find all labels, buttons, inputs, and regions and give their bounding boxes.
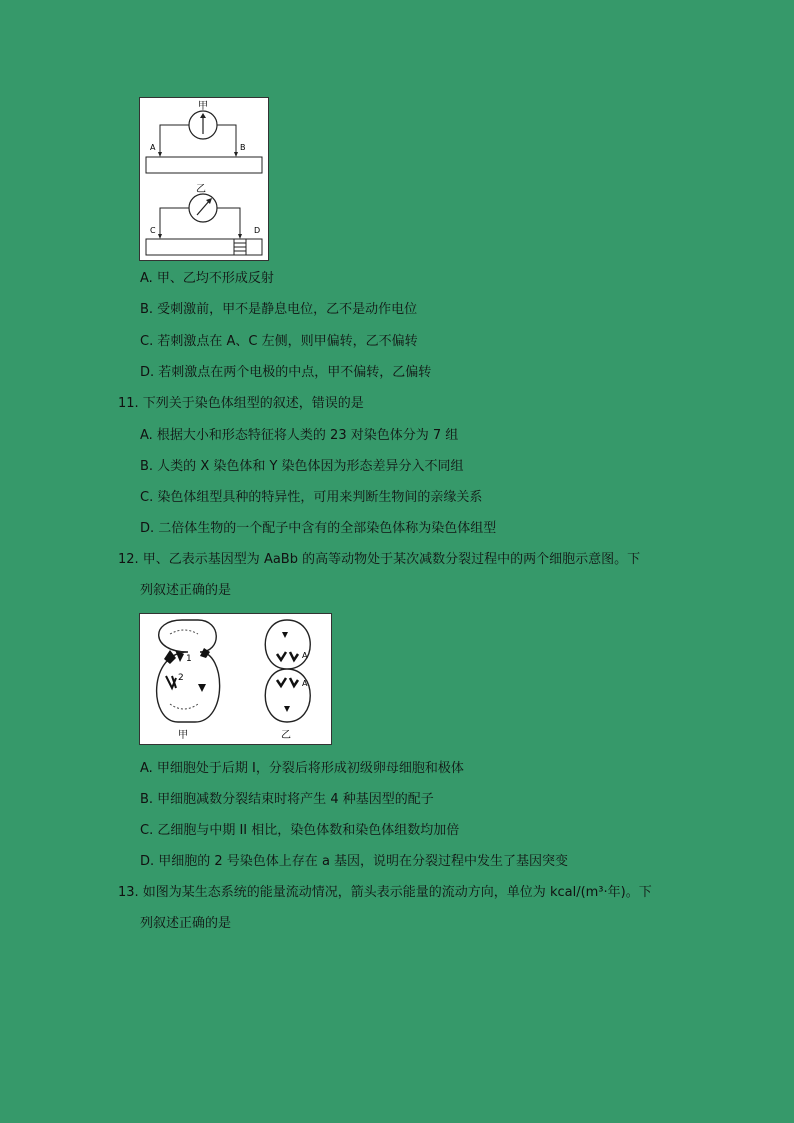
cell-division-diagram <box>140 614 331 744</box>
galvanometer-diagram <box>140 98 268 260</box>
svg-text:B: B <box>240 143 246 152</box>
q11-option-b: B. 人类的 X 染色体和 Y 染色体因为形态差异分入不同组 <box>140 459 464 474</box>
q12-option-d: D. 甲细胞的 2 号染色体上存在 a 基因，说明在分裂过程中发生了基因突变 <box>140 854 569 869</box>
q12-stem-line2: 列叙述正确的是 <box>140 583 232 598</box>
q10-option-b: B. 受刺激前，甲不是静息电位，乙不是动作电位 <box>140 302 418 317</box>
svg-text:1: 1 <box>186 654 192 664</box>
label-yi: 乙 <box>196 184 206 195</box>
label-jia: 甲 <box>198 101 208 112</box>
q13-stem-line2: 列叙述正确的是 <box>140 916 232 931</box>
q10-option-a: A. 甲、乙均不形成反射 <box>140 271 274 286</box>
q12-option-a: A. 甲细胞处于后期 I，分裂后将形成初级卵母细胞和极体 <box>140 761 464 776</box>
q12-option-b: B. 甲细胞减数分裂结束时将产生 4 种基因型的配子 <box>140 792 434 807</box>
q11-option-d: D. 二倍体生物的一个配子中含有的全部染色体称为染色体组型 <box>140 521 497 536</box>
cell-division-figure <box>139 613 332 745</box>
svg-text:A: A <box>150 143 156 152</box>
q11-option-a: A. 根据大小和形态特征将人类的 23 对染色体分为 7 组 <box>140 428 459 443</box>
q10-option-c: C. 若刺激点在 A、C 左侧，则甲偏转，乙不偏转 <box>140 334 418 349</box>
q11-stem: 11. 下列关于染色体组型的叙述，错误的是 <box>118 396 364 411</box>
svg-text:D: D <box>254 226 261 235</box>
label-jia-cell: 甲 <box>178 730 188 741</box>
q11-option-c: C. 染色体组型具种的特异性，可用来判断生物间的亲缘关系 <box>140 490 483 505</box>
q13-stem-line1: 13. 如图为某生态系统的能量流动情况，箭头表示能量的流动方向，单位为 kcal/(m³·年)。下 <box>118 885 652 900</box>
svg-text:A: A <box>302 651 308 660</box>
svg-text:C: C <box>150 226 156 235</box>
q12-option-c: C. 乙细胞与中期 II 相比，染色体数和染色体组数均加倍 <box>140 823 460 838</box>
label-yi-cell: 乙 <box>281 730 291 741</box>
q10-option-d: D. 若刺激点在两个电极的中点，甲不偏转，乙偏转 <box>140 365 432 380</box>
galvanometer-figure <box>139 97 269 261</box>
svg-text:2: 2 <box>178 673 184 683</box>
svg-text:A: A <box>302 679 308 688</box>
q12-stem-line1: 12. 甲、乙表示基因型为 AaBb 的高等动物处于某次减数分裂过程中的两个细胞示意图。下 <box>118 552 641 567</box>
